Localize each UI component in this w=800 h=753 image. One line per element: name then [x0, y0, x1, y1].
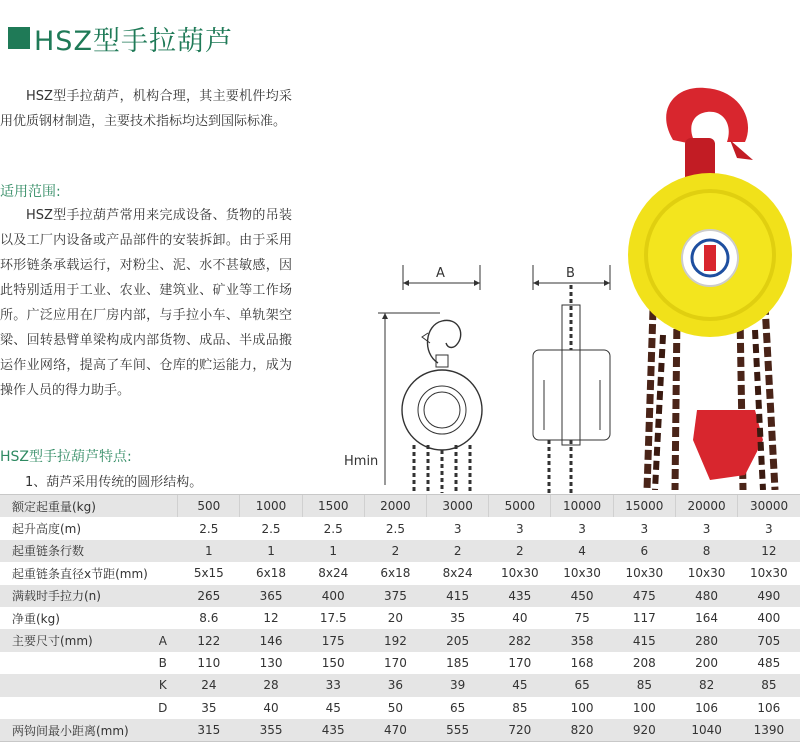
row-sublabel: D — [158, 700, 168, 715]
table-cell: 920 — [613, 719, 675, 742]
row-label: 两钩间最小距离(mm) — [0, 719, 148, 742]
diagram-label-b: B — [566, 266, 575, 281]
table-cell: 375 — [364, 585, 426, 607]
table-cell: 400 — [302, 585, 364, 607]
table-cell: 3000 — [427, 495, 489, 518]
table-cell: 164 — [695, 611, 719, 626]
row-label — [0, 697, 148, 719]
table-cell: 820 — [551, 719, 613, 742]
row-sublabel — [148, 517, 178, 539]
row-sublabel — [148, 719, 178, 742]
table-cell: 15000 — [613, 495, 675, 518]
table-cell: 10000 — [551, 495, 613, 518]
intro-paragraph: HSZ型手拉葫芦，机构合理，其主要机件均采用优质钢材制造，主要技术指标均达到国际标准。 — [0, 89, 292, 129]
table-cell: 315 — [178, 719, 240, 742]
table-cell: 35 — [449, 611, 466, 626]
table-cell: 1040 — [675, 719, 737, 742]
spec-table — [0, 494, 800, 742]
table-cell: 480 — [675, 585, 737, 607]
table-row — [0, 562, 800, 584]
table-row — [0, 540, 800, 562]
table-cell: 265 — [178, 585, 240, 607]
table-cell: 85 — [738, 674, 800, 696]
table-cell: 85 — [613, 674, 675, 696]
row-label: 起重链条直径x节距(mm) — [12, 566, 148, 581]
table-cell: 2 — [427, 540, 489, 562]
table-cell: 146 — [240, 629, 302, 651]
table-cell: 2.5 — [199, 521, 219, 536]
table-cell: 720 — [489, 719, 551, 742]
table-cell: 3 — [578, 521, 586, 536]
table-cell: 6 — [613, 540, 675, 562]
table-cell: 705 — [738, 629, 800, 651]
table-row — [0, 652, 800, 674]
row-sublabel: B — [158, 655, 167, 670]
row-label: 满载时手拉力(n) — [0, 585, 148, 607]
table-cell: 117 — [632, 611, 656, 626]
row-sublabel — [148, 607, 178, 629]
row-sublabel — [148, 562, 178, 584]
row-sublabel — [148, 585, 178, 607]
dimension-diagram — [330, 255, 615, 495]
table-cell: 85 — [512, 700, 528, 715]
title-text: HSZ型手拉葫芦 — [34, 25, 233, 57]
table-cell: 3 — [516, 521, 524, 536]
row-label: 起升高度(m) — [12, 522, 82, 537]
table-cell: 12 — [738, 540, 800, 562]
table-cell: 33 — [302, 674, 364, 696]
table-cell: 175 — [302, 629, 364, 651]
table-cell: 20000 — [675, 495, 737, 518]
table-cell: 485 — [757, 655, 781, 670]
table-cell: 5x15 — [193, 566, 224, 581]
table-cell: 10x30 — [625, 566, 664, 581]
table-cell: 75 — [574, 611, 590, 626]
row-label: 额定起重量(kg) — [0, 495, 148, 518]
table-row — [0, 697, 800, 719]
table-cell: 435 — [489, 585, 551, 607]
features-heading: HSZ型手拉葫芦特点: — [0, 449, 132, 465]
diagram-label-hmin: Hmin — [344, 454, 379, 469]
table-row — [0, 495, 800, 518]
table-cell: 168 — [570, 655, 594, 670]
table-cell: 24 — [178, 674, 240, 696]
table-row — [0, 674, 800, 696]
table-cell: 8.6 — [199, 611, 219, 626]
table-cell: 40 — [263, 700, 279, 715]
table-cell: 208 — [632, 655, 656, 670]
table-cell: 2.5 — [261, 521, 281, 536]
row-label — [0, 674, 148, 696]
table-cell: 122 — [178, 629, 240, 651]
table-cell: 30000 — [738, 495, 800, 518]
table-cell: 365 — [240, 585, 302, 607]
table-cell: 45 — [489, 674, 551, 696]
table-cell: 2 — [489, 540, 551, 562]
diagram-label-a: A — [436, 266, 445, 281]
row-sublabel: A — [148, 629, 178, 651]
table-cell: 355 — [240, 719, 302, 742]
page-title — [8, 20, 233, 56]
table-cell: 2.5 — [385, 521, 405, 536]
table-cell: 435 — [302, 719, 364, 742]
table-cell: 282 — [489, 629, 551, 651]
title-square-icon — [8, 27, 30, 49]
table-cell: 8x24 — [318, 566, 349, 581]
table-cell: 45 — [325, 700, 341, 715]
table-cell: 3 — [702, 521, 711, 536]
table-cell: 110 — [197, 655, 221, 670]
table-cell: 3 — [453, 521, 462, 536]
table-cell: 28 — [240, 674, 302, 696]
table-cell: 5000 — [489, 495, 551, 518]
table-cell: 400 — [757, 611, 781, 626]
table-cell: 10x30 — [750, 566, 788, 581]
table-cell: 200 — [695, 655, 719, 670]
table-cell: 100 — [570, 700, 594, 715]
table-row — [0, 629, 800, 651]
table-cell: 3 — [640, 521, 649, 536]
table-cell: 475 — [613, 585, 675, 607]
row-label: 起重链条行数 — [0, 540, 148, 562]
table-cell: 500 — [178, 495, 240, 518]
row-label: 主要尺寸(mm) — [0, 629, 148, 651]
table-cell: 415 — [427, 585, 489, 607]
table-cell: 1 — [178, 540, 240, 562]
table-cell: 1 — [240, 540, 302, 562]
table-cell: 415 — [613, 629, 675, 651]
table-cell: 12 — [263, 611, 279, 626]
table-cell: 3 — [765, 521, 773, 536]
table-cell: 358 — [551, 629, 613, 651]
table-cell: 2 — [364, 540, 426, 562]
row-sublabel: K — [148, 674, 178, 696]
table-cell: 150 — [321, 655, 345, 670]
table-cell: 6x18 — [380, 566, 411, 581]
table-cell: 10x30 — [501, 566, 539, 581]
table-cell: 100 — [632, 700, 656, 715]
table-row — [0, 719, 800, 742]
table-cell: 2000 — [364, 495, 426, 518]
row-label: 净重(kg) — [12, 611, 60, 626]
table-cell: 205 — [427, 629, 489, 651]
row-sublabel — [148, 495, 178, 518]
table-cell: 10x30 — [687, 566, 726, 581]
table-cell: 40 — [512, 611, 528, 626]
table-cell: 8 — [675, 540, 737, 562]
usage-paragraph: HSZ型手拉葫芦常用来完成设备、货物的吊装以及工厂内设备或产品部件的安装拆卸。由于采用环形链条承载运行，对粉尘、泥、水不甚敏感，因此特别适用于工业、农业、建筑业、矿业等工作场所。广泛应用在厂房内部，与手拉小车、单轨架空梁、回转悬臂单梁构成内部货物、成品、半成品搬运作业网络，提高了车间、仓库的贮运能力，成为操作人员的得力助手。 — [0, 208, 292, 398]
table-cell: 65 — [551, 674, 613, 696]
table-cell: 1390 — [738, 719, 800, 742]
table-cell: 106 — [757, 700, 781, 715]
table-cell: 2.5 — [323, 521, 343, 536]
table-cell: 1000 — [240, 495, 302, 518]
table-cell: 130 — [259, 655, 283, 670]
table-cell: 65 — [449, 700, 466, 715]
table-cell: 1 — [302, 540, 364, 562]
table-cell: 106 — [695, 700, 719, 715]
table-cell: 490 — [738, 585, 800, 607]
table-cell: 39 — [427, 674, 489, 696]
table-cell: 20 — [387, 611, 404, 626]
table-cell: 450 — [551, 585, 613, 607]
table-cell: 50 — [387, 700, 404, 715]
table-cell: 8x24 — [442, 566, 473, 581]
table-cell: 192 — [364, 629, 426, 651]
usage-heading: 适用范围: — [0, 184, 61, 200]
table-cell: 170 — [508, 655, 532, 670]
table-cell: 82 — [675, 674, 737, 696]
row-sublabel — [148, 540, 178, 562]
table-cell: 1500 — [302, 495, 364, 518]
table-cell: 555 — [427, 719, 489, 742]
table-row — [0, 517, 800, 539]
table-cell: 6x18 — [256, 566, 287, 581]
table-cell: 170 — [383, 655, 407, 670]
table-row — [0, 607, 800, 629]
hoist-photo — [615, 80, 800, 490]
table-cell: 4 — [551, 540, 613, 562]
table-cell: 10x30 — [563, 566, 601, 581]
table-cell: 36 — [364, 674, 426, 696]
table-cell: 35 — [201, 700, 217, 715]
feature-item: 1、葫芦采用传统的圆形结构。 — [25, 475, 203, 490]
row-label — [0, 652, 148, 674]
table-cell: 280 — [675, 629, 737, 651]
table-cell: 470 — [364, 719, 426, 742]
table-row — [0, 585, 800, 607]
table-cell: 17.5 — [319, 611, 347, 626]
table-cell: 185 — [446, 655, 470, 670]
